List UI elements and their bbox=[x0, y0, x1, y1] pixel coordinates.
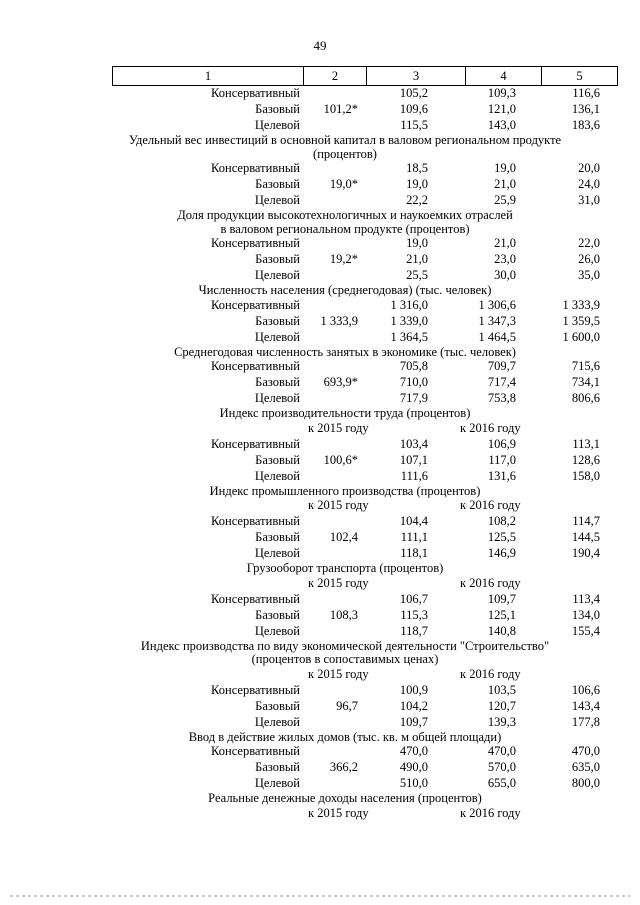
scenario-label: Целевой bbox=[254, 468, 300, 483]
cell-value-col5: 116,6 bbox=[572, 86, 600, 100]
cell-value-col4: 25,9 bbox=[494, 193, 516, 207]
scan-artifact-line bbox=[10, 895, 630, 897]
scenario-label: Целевой bbox=[254, 776, 300, 790]
cell-value-col5: 134,0 bbox=[571, 607, 600, 622]
scenario-label: Целевой bbox=[254, 193, 300, 207]
cell-value-col3: 109,6 bbox=[399, 102, 428, 116]
cell-value-col3: 490,0 bbox=[399, 760, 428, 774]
scenario-label: Консервативный bbox=[211, 161, 300, 175]
cell-value-col3: 107,1 bbox=[399, 452, 428, 467]
cell-base-value: 101,2* bbox=[323, 102, 358, 116]
scenario-label: Базовый bbox=[255, 177, 300, 191]
cell-value-col4: 470,0 bbox=[487, 744, 516, 758]
scenario-label: Базовый bbox=[255, 607, 300, 622]
scenario-label: Базовый bbox=[255, 252, 300, 266]
base-year-row bbox=[0, 667, 640, 683]
table-row bbox=[0, 453, 640, 469]
table-row bbox=[0, 298, 640, 314]
cell-value-col3: 104,4 bbox=[399, 514, 428, 528]
scenario-label: Целевой bbox=[254, 623, 300, 638]
table-row bbox=[0, 252, 640, 268]
base-year-2016-label: к 2016 году bbox=[460, 805, 521, 820]
indicator-title: Среднегодовая численность занятых в экономике (тыс. человек) bbox=[174, 344, 516, 359]
cell-value-col4: 655,0 bbox=[487, 776, 516, 790]
scenario-label: Консервативный bbox=[211, 236, 300, 250]
cell-value-col5: 470,0 bbox=[571, 744, 600, 758]
scenario-label: Целевой bbox=[254, 546, 300, 560]
indicator-section bbox=[0, 562, 640, 640]
column-header-row bbox=[112, 66, 618, 86]
cell-value-col5: 1 333,9 bbox=[562, 297, 600, 312]
indicator-title: Индекс производительности труда (процентов) bbox=[219, 406, 471, 420]
column-header-3: 3 bbox=[367, 67, 466, 86]
indicator-title: Доля продукции высокотехнологичных и наукоемких отраслей bbox=[177, 208, 513, 222]
indicator-section bbox=[0, 640, 640, 731]
cell-value-col3: 109,7 bbox=[399, 714, 428, 729]
cell-base-value: 19,2* bbox=[329, 252, 358, 266]
table-row bbox=[0, 375, 640, 391]
cell-base-value: 366,2 bbox=[329, 760, 358, 774]
scenario-label: Базовый bbox=[255, 530, 300, 544]
table-row bbox=[0, 102, 640, 118]
cell-value-col4: 21,0 bbox=[494, 236, 516, 250]
cell-value-col3: 115,5 bbox=[400, 118, 428, 132]
cell-value-col3: 105,2 bbox=[399, 86, 428, 100]
cell-value-col3: 25,5 bbox=[406, 268, 428, 282]
scenario-label: Консервативный bbox=[211, 297, 300, 312]
cell-value-col5: 128,6 bbox=[571, 452, 600, 467]
scenario-label: Консервативный bbox=[211, 436, 300, 451]
table-row bbox=[0, 744, 640, 760]
indicator-title: Ввод в действие жилых домов (тыс. кв. м общей площади) bbox=[188, 729, 502, 744]
cell-value-col3: 510,0 bbox=[399, 776, 428, 790]
cell-value-col3: 1 339,0 bbox=[390, 313, 428, 328]
base-year-2016-label: к 2016 году bbox=[460, 420, 521, 435]
indicator-title: в валовом региональном продукте (процентов) bbox=[220, 221, 470, 236]
indicator-section bbox=[0, 209, 640, 284]
scenario-label: Целевой bbox=[254, 714, 300, 729]
scenario-label: Базовый bbox=[255, 698, 300, 713]
cell-value-col5: 734,1 bbox=[571, 375, 600, 389]
scenario-label: Базовый bbox=[255, 102, 300, 116]
indicator-table-body bbox=[0, 86, 640, 822]
table-row bbox=[0, 177, 640, 193]
table-row bbox=[0, 715, 640, 731]
scenario-label: Целевой bbox=[254, 118, 300, 132]
cell-value-col4: 23,0 bbox=[494, 252, 516, 266]
cell-value-col3: 19,0 bbox=[406, 236, 428, 250]
scenario-label: Базовый bbox=[255, 760, 300, 774]
cell-value-col5: 190,4 bbox=[571, 546, 600, 560]
table-row bbox=[0, 268, 640, 284]
scenario-label: Базовый bbox=[255, 452, 300, 467]
scenario-label: Консервативный bbox=[211, 359, 300, 373]
table-row bbox=[0, 530, 640, 546]
cell-value-col3: 100,9 bbox=[399, 682, 428, 697]
cell-value-col5: 715,6 bbox=[571, 359, 600, 373]
table-row bbox=[0, 391, 640, 407]
base-year-2015-label: к 2015 году bbox=[308, 575, 369, 590]
cell-value-col3: 21,0 bbox=[406, 252, 428, 266]
table-row bbox=[0, 86, 640, 102]
cell-value-col5: 635,0 bbox=[571, 760, 600, 774]
cell-value-col4: 753,8 bbox=[487, 391, 516, 405]
indicator-title: (процентов в сопоставимых ценах) bbox=[251, 652, 439, 666]
cell-value-col4: 109,7 bbox=[487, 591, 516, 606]
cell-value-col3: 118,1 bbox=[400, 546, 428, 560]
table-row bbox=[0, 683, 640, 699]
table-row bbox=[0, 469, 640, 485]
cell-value-col4: 103,5 bbox=[487, 682, 516, 697]
base-year-2016-label: к 2016 году bbox=[460, 575, 521, 590]
table-row bbox=[0, 236, 640, 252]
base-year-row bbox=[0, 498, 640, 514]
cell-base-value: 102,4 bbox=[329, 530, 358, 544]
scenario-label: Целевой bbox=[254, 268, 300, 282]
table-row bbox=[0, 330, 640, 346]
cell-value-col3: 106,7 bbox=[399, 591, 428, 606]
scenario-label: Консервативный bbox=[211, 591, 300, 606]
cell-value-col5: 177,8 bbox=[571, 714, 600, 729]
cell-value-col5: 158,0 bbox=[571, 468, 600, 483]
indicator-title: Грузооборот транспорта (процентов) bbox=[246, 561, 444, 575]
cell-value-col4: 106,9 bbox=[487, 436, 516, 451]
cell-value-col4: 1 306,6 bbox=[478, 297, 516, 312]
scenario-label: Целевой bbox=[254, 329, 300, 344]
table-row bbox=[0, 118, 640, 134]
base-year-row bbox=[0, 421, 640, 437]
indicator-section bbox=[0, 485, 640, 563]
table-row bbox=[0, 546, 640, 562]
cell-base-value: 100,6* bbox=[323, 452, 358, 467]
table-row bbox=[0, 359, 640, 375]
cell-value-col4: 717,4 bbox=[487, 375, 516, 389]
cell-base-value: 19,0* bbox=[329, 177, 358, 191]
base-year-2015-label: к 2015 году bbox=[308, 420, 369, 435]
cell-value-col4: 117,0 bbox=[488, 452, 516, 467]
cell-value-col4: 30,0 bbox=[494, 268, 516, 282]
cell-value-col5: 183,6 bbox=[571, 118, 600, 132]
cell-base-value: 1 333,9 bbox=[320, 313, 358, 328]
cell-value-col3: 118,7 bbox=[400, 623, 428, 638]
cell-base-value: 96,7 bbox=[336, 698, 358, 713]
indicator-section bbox=[0, 407, 640, 485]
cell-value-col5: 24,0 bbox=[578, 177, 600, 191]
cell-value-col5: 136,1 bbox=[571, 102, 600, 116]
cell-value-col4: 1 464,5 bbox=[478, 329, 516, 344]
cell-value-col5: 113,4 bbox=[572, 591, 600, 606]
cell-value-col4: 140,8 bbox=[487, 623, 516, 638]
scenario-label: Консервативный bbox=[211, 682, 300, 697]
cell-value-col3: 115,3 bbox=[400, 607, 428, 622]
cell-value-col5: 106,6 bbox=[571, 682, 600, 697]
cell-value-col3: 103,4 bbox=[399, 436, 428, 451]
cell-value-col5: 26,0 bbox=[578, 252, 600, 266]
cell-value-col3: 19,0 bbox=[406, 177, 428, 191]
cell-value-col4: 120,7 bbox=[487, 698, 516, 713]
cell-value-col5: 155,4 bbox=[571, 623, 600, 638]
cell-base-value: 693,9* bbox=[323, 375, 358, 389]
base-year-2016-label: к 2016 году bbox=[460, 666, 521, 681]
base-year-2015-label: к 2015 году bbox=[308, 498, 369, 512]
scenario-label: Целевой bbox=[254, 391, 300, 405]
table-row bbox=[0, 314, 640, 330]
indicator-title: Численность населения (среднегодовая) (тыс. человек) bbox=[198, 283, 492, 297]
table-row bbox=[0, 699, 640, 715]
cell-value-col3: 111,6 bbox=[400, 468, 428, 483]
table-row bbox=[0, 437, 640, 453]
column-header-1: 1 bbox=[113, 67, 304, 86]
column-header-4: 4 bbox=[466, 67, 542, 86]
base-year-row bbox=[0, 576, 640, 592]
table-row bbox=[0, 592, 640, 608]
indicator-title: (процентов) bbox=[313, 146, 377, 161]
column-header-5: 5 bbox=[542, 67, 618, 86]
cell-value-col3: 104,2 bbox=[399, 698, 428, 713]
indicator-section bbox=[0, 346, 640, 408]
cell-value-col4: 109,3 bbox=[487, 86, 516, 100]
cell-value-col4: 570,0 bbox=[487, 760, 516, 774]
cell-value-col4: 108,2 bbox=[487, 514, 516, 528]
indicator-title: Удельный вес инвестиций в основной капитал в валовом региональном продукте bbox=[128, 133, 562, 147]
cell-value-col3: 1 364,5 bbox=[390, 329, 428, 344]
cell-value-col5: 22,0 bbox=[578, 236, 600, 250]
cell-value-col5: 114,7 bbox=[572, 514, 600, 528]
cell-value-col3: 111,1 bbox=[400, 530, 428, 544]
cell-value-col4: 709,7 bbox=[487, 359, 516, 373]
indicator-title: Индекс промышленного производства (процентов) bbox=[209, 483, 481, 498]
cell-value-col4: 21,0 bbox=[494, 177, 516, 191]
indicator-section bbox=[0, 134, 640, 209]
page-number: 49 bbox=[313, 38, 327, 53]
cell-value-col4: 131,6 bbox=[487, 468, 516, 483]
cell-value-col3: 717,9 bbox=[399, 391, 428, 405]
cell-base-value: 108,3 bbox=[329, 607, 358, 622]
column-header-2: 2 bbox=[304, 67, 367, 86]
indicator-title: Реальные денежные доходы населения (процентов) bbox=[208, 791, 482, 805]
cell-value-col3: 470,0 bbox=[399, 744, 428, 758]
cell-value-col4: 1 347,3 bbox=[478, 313, 516, 328]
cell-value-col5: 800,0 bbox=[571, 776, 600, 790]
cell-value-col4: 146,9 bbox=[487, 546, 516, 560]
indicator-section bbox=[0, 792, 640, 822]
cell-value-col3: 1 316,0 bbox=[390, 297, 428, 312]
cell-value-col5: 1 600,0 bbox=[562, 329, 600, 344]
scenario-label: Базовый bbox=[255, 375, 300, 389]
cell-value-col5: 113,1 bbox=[572, 436, 600, 451]
cell-value-col3: 710,0 bbox=[399, 375, 428, 389]
indicator-title: Индекс производства по виду экономической деятельности "Строительство" bbox=[140, 638, 550, 653]
table-row bbox=[0, 193, 640, 209]
table-row bbox=[0, 608, 640, 624]
cell-value-col5: 35,0 bbox=[578, 268, 600, 282]
cell-value-col4: 125,5 bbox=[487, 530, 516, 544]
table-row bbox=[0, 161, 640, 177]
indicator-section bbox=[0, 284, 640, 346]
cell-value-col4: 121,0 bbox=[487, 102, 516, 116]
cell-value-col4: 19,0 bbox=[494, 161, 516, 175]
cell-value-col4: 125,1 bbox=[487, 607, 516, 622]
cell-value-col5: 144,5 bbox=[571, 530, 600, 544]
table-row bbox=[0, 624, 640, 640]
base-year-2016-label: к 2016 году bbox=[460, 498, 521, 512]
cell-value-col3: 18,5 bbox=[406, 161, 428, 175]
scenario-label: Консервативный bbox=[211, 86, 300, 100]
scenario-label: Базовый bbox=[255, 313, 300, 328]
cell-value-col5: 143,4 bbox=[571, 698, 600, 713]
base-year-2015-label: к 2015 году bbox=[308, 666, 369, 681]
table-row bbox=[0, 514, 640, 530]
cell-value-col5: 1 359,5 bbox=[562, 313, 600, 328]
cell-value-col4: 143,0 bbox=[487, 118, 516, 132]
cell-value-col5: 31,0 bbox=[578, 193, 600, 207]
cell-value-col5: 20,0 bbox=[578, 161, 600, 175]
scenario-label: Консервативный bbox=[211, 514, 300, 528]
base-year-row bbox=[0, 806, 640, 822]
base-year-2015-label: к 2015 году bbox=[308, 805, 369, 820]
indicator-section bbox=[0, 731, 640, 793]
scenario-label: Консервативный bbox=[211, 744, 300, 758]
table-row bbox=[0, 760, 640, 776]
cell-value-col5: 806,6 bbox=[571, 391, 600, 405]
cell-value-col3: 22,2 bbox=[406, 193, 428, 207]
indicator-section bbox=[0, 86, 640, 134]
cell-value-col3: 705,8 bbox=[399, 359, 428, 373]
cell-value-col4: 139,3 bbox=[487, 714, 516, 729]
table-row bbox=[0, 776, 640, 792]
